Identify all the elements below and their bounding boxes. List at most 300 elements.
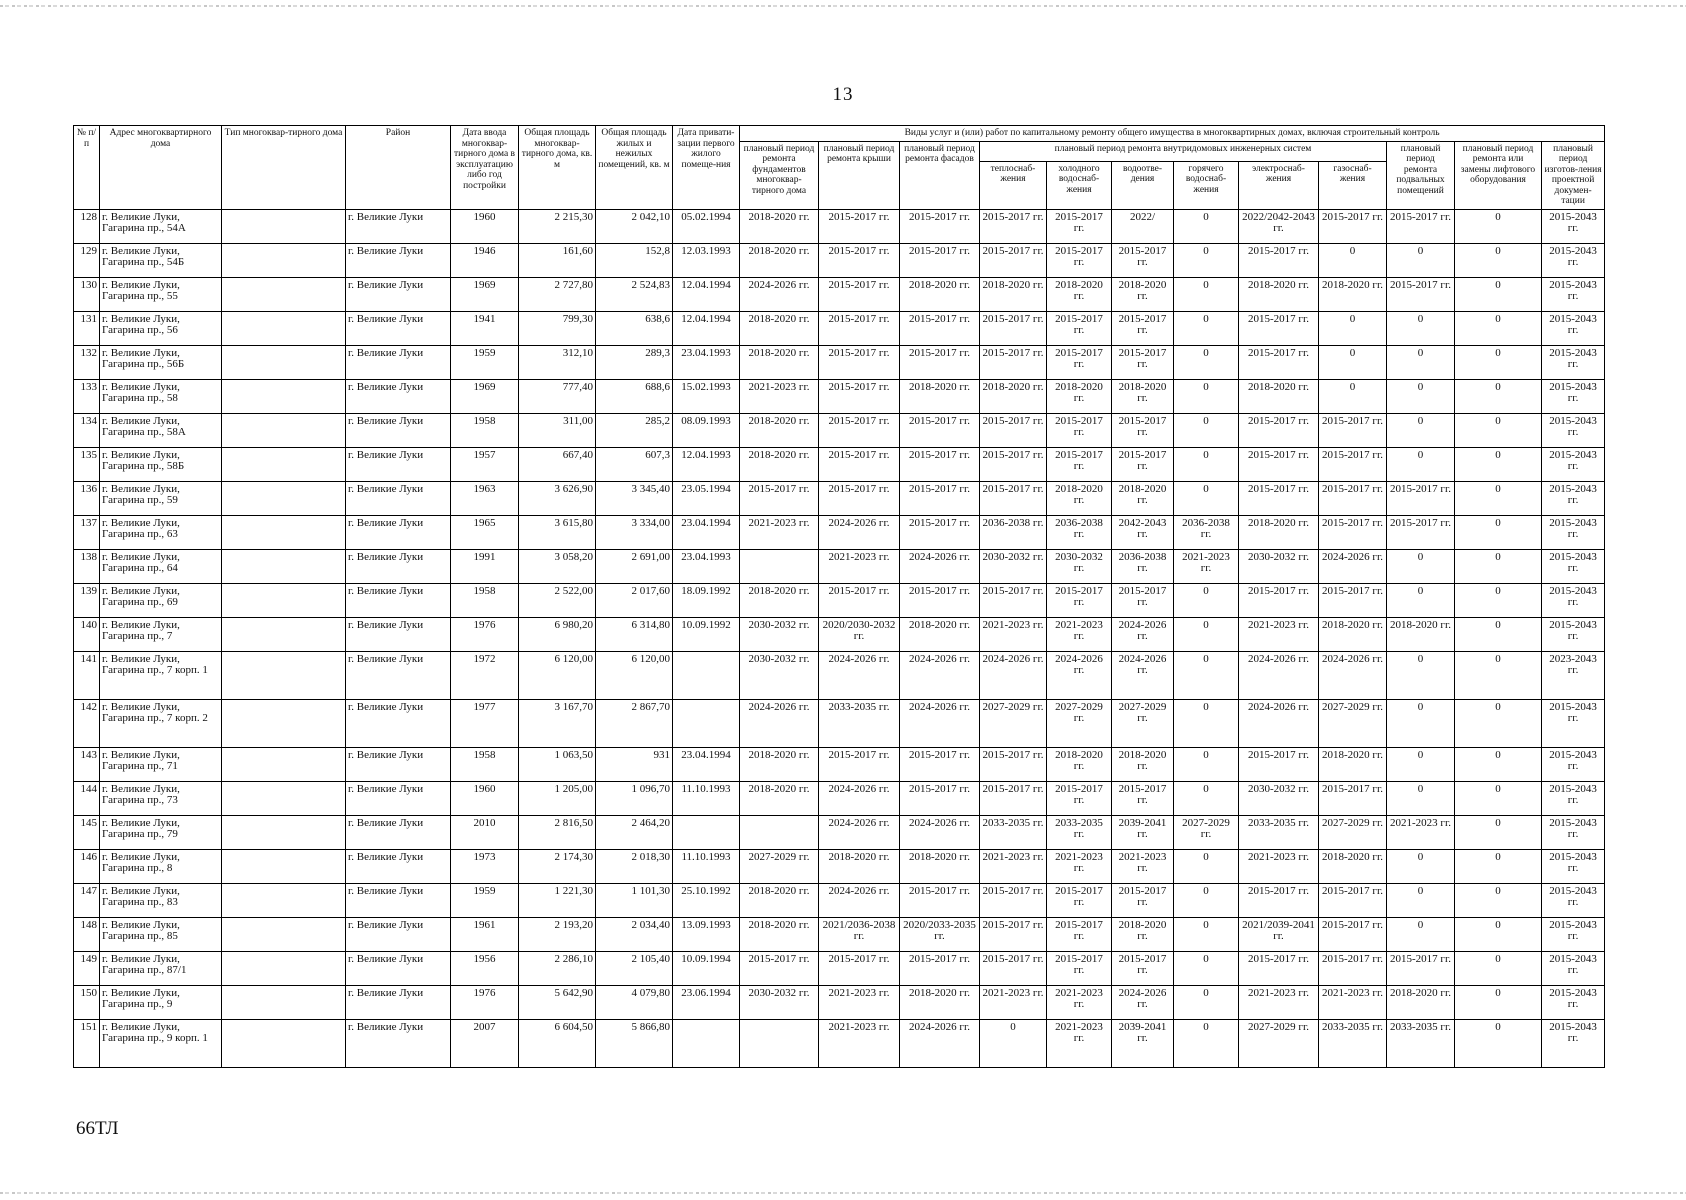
cell-address: г. Великие Луки, Гагарина пр., 71 [100, 747, 222, 781]
cell-foundation: 2030-2032 гг. [740, 985, 819, 1019]
cell-elevator: 0 [1455, 447, 1542, 481]
cell-privatization: 23.05.1994 [673, 481, 740, 515]
cell-foundation: 2030-2032 гг. [740, 651, 819, 699]
cell-privatization: 23.04.1994 [673, 747, 740, 781]
cell-roof: 2015-2017 гг. [819, 379, 900, 413]
cell-heat: 2018-2020 гг. [980, 277, 1047, 311]
row-number: 132 [74, 345, 100, 379]
cell-cold-water: 2018-2020 гг. [1047, 277, 1112, 311]
header-total-area: Общая площадь многоквар-тирного дома, кв. м [519, 126, 596, 210]
cell-sewer: 2039-2041 гг. [1112, 1019, 1174, 1067]
cell-cold-water: 2015-2017 гг. [1047, 883, 1112, 917]
cell-basement: 2033-2035 гг. [1387, 1019, 1455, 1067]
row-number: 129 [74, 243, 100, 277]
cell-project-docs: 2015-2043 гг. [1542, 617, 1605, 651]
header-gas: газоснаб-жения [1319, 161, 1387, 209]
cell-privatization: 23.04.1993 [673, 345, 740, 379]
cell-project-docs: 2015-2043 гг. [1542, 883, 1605, 917]
cell-gas: 2033-2035 гг. [1319, 1019, 1387, 1067]
cell-district: г. Великие Луки [346, 413, 451, 447]
cell-gas: 2027-2029 гг. [1319, 699, 1387, 747]
cell-living-area: 6 120,00 [596, 651, 673, 699]
cell-gas: 2015-2017 гг. [1319, 917, 1387, 951]
header-basement: плановый период ремонта подвальных помещений [1387, 141, 1455, 209]
cell-elevator: 0 [1455, 1019, 1542, 1067]
cell-year: 2010 [451, 815, 519, 849]
cell-total-area: 3 626,90 [519, 481, 596, 515]
cell-electric: 2015-2017 гг. [1239, 481, 1319, 515]
cell-electric: 2033-2035 гг. [1239, 815, 1319, 849]
cell-heat: 2015-2017 гг. [980, 583, 1047, 617]
table-row [74, 277, 1605, 311]
cell-foundation: 2018-2020 гг. [740, 917, 819, 951]
cell-address: г. Великие Луки, Гагарина пр., 83 [100, 883, 222, 917]
cell-type [222, 209, 346, 243]
row-number: 150 [74, 985, 100, 1019]
cell-facade: 2015-2017 гг. [900, 413, 980, 447]
header-district: Район [346, 126, 451, 210]
table-row [74, 379, 1605, 413]
header-address: Адрес многоквартирного дома [100, 126, 222, 210]
cell-foundation: 2018-2020 гг. [740, 413, 819, 447]
cell-cold-water: 2030-2032 гг. [1047, 549, 1112, 583]
cell-roof: 2015-2017 гг. [819, 583, 900, 617]
cell-total-area: 3 615,80 [519, 515, 596, 549]
cell-type [222, 815, 346, 849]
cell-district: г. Великие Луки [346, 277, 451, 311]
cell-heat: 2015-2017 гг. [980, 781, 1047, 815]
cell-hot-water: 0 [1174, 583, 1239, 617]
cell-hot-water: 0 [1174, 447, 1239, 481]
cell-heat: 2015-2017 гг. [980, 747, 1047, 781]
cell-cold-water: 2015-2017 гг. [1047, 209, 1112, 243]
row-number: 128 [74, 209, 100, 243]
cell-district: г. Великие Луки [346, 515, 451, 549]
cell-privatization: 10.09.1994 [673, 951, 740, 985]
cell-type [222, 849, 346, 883]
cell-living-area: 638,6 [596, 311, 673, 345]
cell-electric: 2030-2032 гг. [1239, 781, 1319, 815]
cell-district: г. Великие Луки [346, 883, 451, 917]
cell-basement: 0 [1387, 379, 1455, 413]
cell-basement: 0 [1387, 311, 1455, 345]
cell-foundation: 2021-2023 гг. [740, 515, 819, 549]
cell-hot-water: 0 [1174, 917, 1239, 951]
cell-address: г. Великие Луки, Гагарина пр., 54А [100, 209, 222, 243]
scan-edge-top [0, 5, 1686, 7]
cell-privatization: 12.04.1994 [673, 311, 740, 345]
row-number: 148 [74, 917, 100, 951]
cell-gas: 2015-2017 гг. [1319, 781, 1387, 815]
cell-sewer: 2015-2017 гг. [1112, 311, 1174, 345]
table-row [74, 1019, 1605, 1067]
cell-living-area: 2 464,20 [596, 815, 673, 849]
cell-roof: 2015-2017 гг. [819, 345, 900, 379]
row-number: 140 [74, 617, 100, 651]
cell-living-area: 2 867,70 [596, 699, 673, 747]
cell-basement: 2015-2017 гг. [1387, 277, 1455, 311]
cell-address: г. Великие Луки, Гагарина пр., 9 [100, 985, 222, 1019]
cell-foundation [740, 1019, 819, 1067]
cell-hot-water: 0 [1174, 413, 1239, 447]
cell-district: г. Великие Луки [346, 345, 451, 379]
cell-total-area: 2 727,80 [519, 277, 596, 311]
cell-year: 1976 [451, 985, 519, 1019]
cell-basement: 0 [1387, 699, 1455, 747]
cell-facade: 2018-2020 гг. [900, 985, 980, 1019]
cell-district: г. Великие Луки [346, 849, 451, 883]
cell-facade: 2018-2020 гг. [900, 617, 980, 651]
cell-privatization: 23.04.1993 [673, 549, 740, 583]
cell-basement: 0 [1387, 583, 1455, 617]
header-engineering-group: плановый период ремонта внутридомовых инженерных систем [980, 141, 1387, 161]
cell-basement: 0 [1387, 917, 1455, 951]
cell-gas: 2018-2020 гг. [1319, 849, 1387, 883]
cell-privatization: 11.10.1993 [673, 781, 740, 815]
cell-gas: 0 [1319, 311, 1387, 345]
cell-cold-water: 2015-2017 гг. [1047, 951, 1112, 985]
cell-elevator: 0 [1455, 583, 1542, 617]
cell-year: 1969 [451, 379, 519, 413]
cell-electric: 2015-2017 гг. [1239, 447, 1319, 481]
cell-sewer: 2036-2038 гг. [1112, 549, 1174, 583]
cell-heat: 2021-2023 гг. [980, 849, 1047, 883]
cell-living-area: 3 334,00 [596, 515, 673, 549]
cell-facade: 2015-2017 гг. [900, 243, 980, 277]
table-row [74, 849, 1605, 883]
cell-living-area: 607,3 [596, 447, 673, 481]
cell-hot-water: 0 [1174, 849, 1239, 883]
cell-address: г. Великие Луки, Гагарина пр., 54Б [100, 243, 222, 277]
cell-heat: 2015-2017 гг. [980, 209, 1047, 243]
cell-year: 1941 [451, 311, 519, 345]
cell-sewer: 2018-2020 гг. [1112, 277, 1174, 311]
cell-heat: 2015-2017 гг. [980, 311, 1047, 345]
cell-privatization: 25.10.1992 [673, 883, 740, 917]
cell-foundation [740, 815, 819, 849]
cell-elevator: 0 [1455, 699, 1542, 747]
cell-cold-water: 2015-2017 гг. [1047, 781, 1112, 815]
cell-roof: 2024-2026 гг. [819, 781, 900, 815]
cell-cold-water: 2036-2038 гг. [1047, 515, 1112, 549]
cell-basement: 0 [1387, 549, 1455, 583]
cell-facade: 2024-2026 гг. [900, 1019, 980, 1067]
cell-roof: 2015-2017 гг. [819, 447, 900, 481]
cell-cold-water: 2018-2020 гг. [1047, 379, 1112, 413]
cell-gas: 2015-2017 гг. [1319, 481, 1387, 515]
cell-total-area: 1 205,00 [519, 781, 596, 815]
cell-type [222, 413, 346, 447]
cell-cold-water: 2021-2023 гг. [1047, 617, 1112, 651]
cell-electric: 2030-2032 гг. [1239, 549, 1319, 583]
cell-gas: 2018-2020 гг. [1319, 617, 1387, 651]
cell-address: г. Великие Луки, Гагарина пр., 58Б [100, 447, 222, 481]
row-number: 149 [74, 951, 100, 985]
cell-basement: 0 [1387, 413, 1455, 447]
cell-roof: 2024-2026 гг. [819, 515, 900, 549]
cell-roof: 2018-2020 гг. [819, 849, 900, 883]
cell-year: 1959 [451, 883, 519, 917]
cell-foundation: 2030-2032 гг. [740, 617, 819, 651]
cell-facade: 2020/2033-2035 гг. [900, 917, 980, 951]
cell-heat: 2015-2017 гг. [980, 883, 1047, 917]
cell-district: г. Великие Луки [346, 1019, 451, 1067]
row-number: 131 [74, 311, 100, 345]
cell-living-area: 688,6 [596, 379, 673, 413]
cell-type [222, 583, 346, 617]
cell-year: 1959 [451, 345, 519, 379]
cell-sewer: 2042-2043 гг. [1112, 515, 1174, 549]
cell-project-docs: 2015-2043 гг. [1542, 951, 1605, 985]
cell-project-docs: 2015-2043 гг. [1542, 849, 1605, 883]
cell-address: г. Великие Луки, Гагарина пр., 85 [100, 917, 222, 951]
cell-foundation [740, 549, 819, 583]
table-row [74, 345, 1605, 379]
cell-project-docs: 2015-2043 гг. [1542, 209, 1605, 243]
cell-sewer: 2018-2020 гг. [1112, 917, 1174, 951]
table-row [74, 209, 1605, 243]
cell-cold-water: 2027-2029 гг. [1047, 699, 1112, 747]
cell-cold-water: 2015-2017 гг. [1047, 311, 1112, 345]
cell-foundation: 2018-2020 гг. [740, 447, 819, 481]
cell-privatization: 10.09.1992 [673, 617, 740, 651]
cell-project-docs: 2015-2043 гг. [1542, 917, 1605, 951]
cell-year: 1957 [451, 447, 519, 481]
cell-project-docs: 2015-2043 гг. [1542, 413, 1605, 447]
cell-elevator: 0 [1455, 747, 1542, 781]
cell-district: г. Великие Луки [346, 209, 451, 243]
cell-living-area: 3 345,40 [596, 481, 673, 515]
cell-district: г. Великие Луки [346, 781, 451, 815]
header-living-area: Общая площадь жилых и нежилых помещений, кв. м [596, 126, 673, 210]
cell-total-area: 2 193,20 [519, 917, 596, 951]
cell-privatization: 05.02.1994 [673, 209, 740, 243]
cell-gas: 0 [1319, 379, 1387, 413]
cell-foundation: 2018-2020 гг. [740, 345, 819, 379]
cell-electric: 2021-2023 гг. [1239, 849, 1319, 883]
row-number: 143 [74, 747, 100, 781]
header-heat: теплоснаб-жения [980, 161, 1047, 209]
cell-project-docs: 2015-2043 гг. [1542, 515, 1605, 549]
cell-gas: 2015-2017 гг. [1319, 951, 1387, 985]
cell-address: г. Великие Луки, Гагарина пр., 73 [100, 781, 222, 815]
cell-facade: 2015-2017 гг. [900, 747, 980, 781]
cell-heat: 2015-2017 гг. [980, 917, 1047, 951]
header-foundation: плановый период ремонта фундаментов многоквар-тирного дома [740, 141, 819, 209]
cell-roof: 2024-2026 гг. [819, 651, 900, 699]
cell-sewer: 2024-2026 гг. [1112, 617, 1174, 651]
table-row [74, 985, 1605, 1019]
cell-facade: 2018-2020 гг. [900, 849, 980, 883]
cell-elevator: 0 [1455, 549, 1542, 583]
cell-foundation: 2018-2020 гг. [740, 583, 819, 617]
cell-electric: 2015-2017 гг. [1239, 311, 1319, 345]
header-row-1 [74, 126, 1605, 142]
cell-facade: 2018-2020 гг. [900, 379, 980, 413]
cell-project-docs: 2015-2043 гг. [1542, 1019, 1605, 1067]
row-number: 145 [74, 815, 100, 849]
cell-elevator: 0 [1455, 917, 1542, 951]
cell-heat: 2030-2032 гг. [980, 549, 1047, 583]
cell-total-area: 6 120,00 [519, 651, 596, 699]
cell-foundation: 2021-2023 гг. [740, 379, 819, 413]
cell-facade: 2015-2017 гг. [900, 515, 980, 549]
cell-roof: 2024-2026 гг. [819, 815, 900, 849]
cell-roof: 2015-2017 гг. [819, 951, 900, 985]
cell-type [222, 379, 346, 413]
cell-district: г. Великие Луки [346, 699, 451, 747]
cell-roof: 2024-2026 гг. [819, 883, 900, 917]
cell-type [222, 1019, 346, 1067]
table-row [74, 699, 1605, 747]
cell-heat: 2027-2029 гг. [980, 699, 1047, 747]
cell-heat: 2036-2038 гг. [980, 515, 1047, 549]
header-num: № п/п [74, 126, 100, 210]
cell-type [222, 345, 346, 379]
cell-total-area: 2 522,00 [519, 583, 596, 617]
cell-heat: 2024-2026 гг. [980, 651, 1047, 699]
cell-facade: 2015-2017 гг. [900, 781, 980, 815]
cell-basement: 2021-2023 гг. [1387, 815, 1455, 849]
scan-edge-bottom [0, 1192, 1686, 1194]
cell-cold-water: 2015-2017 гг. [1047, 917, 1112, 951]
header-project-docs: плановый период изготов-ления проектной докумен-тации [1542, 141, 1605, 209]
cell-privatization [673, 651, 740, 699]
cell-address: г. Великие Луки, Гагарина пр., 56Б [100, 345, 222, 379]
cell-foundation: 2018-2020 гг. [740, 781, 819, 815]
cell-gas: 0 [1319, 243, 1387, 277]
cell-total-area: 777,40 [519, 379, 596, 413]
cell-project-docs: 2015-2043 гг. [1542, 815, 1605, 849]
table-row [74, 515, 1605, 549]
cell-address: г. Великие Луки, Гагарина пр., 7 корп. 2 [100, 699, 222, 747]
cell-hot-water: 0 [1174, 883, 1239, 917]
cell-foundation: 2018-2020 гг. [740, 209, 819, 243]
cell-address: г. Великие Луки, Гагарина пр., 56 [100, 311, 222, 345]
cell-privatization: 23.04.1994 [673, 515, 740, 549]
cell-project-docs: 2015-2043 гг. [1542, 699, 1605, 747]
row-number: 151 [74, 1019, 100, 1067]
cell-project-docs: 2015-2043 гг. [1542, 311, 1605, 345]
cell-cold-water: 2015-2017 гг. [1047, 243, 1112, 277]
cell-type [222, 951, 346, 985]
cell-privatization: 12.03.1993 [673, 243, 740, 277]
cell-cold-water: 2021-2023 гг. [1047, 849, 1112, 883]
cell-type [222, 515, 346, 549]
cell-sewer: 2018-2020 гг. [1112, 747, 1174, 781]
cell-elevator: 0 [1455, 617, 1542, 651]
cell-elevator: 0 [1455, 815, 1542, 849]
cell-facade: 2024-2026 гг. [900, 651, 980, 699]
cell-district: г. Великие Луки [346, 651, 451, 699]
table-row [74, 549, 1605, 583]
cell-address: г. Великие Луки, Гагарина пр., 8 [100, 849, 222, 883]
cell-year: 1958 [451, 747, 519, 781]
cell-privatization: 11.10.1993 [673, 849, 740, 883]
cell-project-docs: 2015-2043 гг. [1542, 985, 1605, 1019]
cell-electric: 2027-2029 гг. [1239, 1019, 1319, 1067]
cell-district: г. Великие Луки [346, 985, 451, 1019]
cell-project-docs: 2015-2043 гг. [1542, 549, 1605, 583]
row-number: 130 [74, 277, 100, 311]
cell-type [222, 917, 346, 951]
cell-gas: 2015-2017 гг. [1319, 447, 1387, 481]
cell-cold-water: 2021-2023 гг. [1047, 985, 1112, 1019]
cell-heat: 2015-2017 гг. [980, 481, 1047, 515]
cell-elevator: 0 [1455, 883, 1542, 917]
cell-project-docs: 2015-2043 гг. [1542, 747, 1605, 781]
cell-district: г. Великие Луки [346, 379, 451, 413]
cell-year: 1972 [451, 651, 519, 699]
cell-total-area: 2 816,50 [519, 815, 596, 849]
header-elevator: плановый период ремонта или замены лифтового оборудования [1455, 141, 1542, 209]
cell-hot-water: 0 [1174, 951, 1239, 985]
row-number: 146 [74, 849, 100, 883]
cell-project-docs: 2015-2043 гг. [1542, 583, 1605, 617]
cell-gas: 2015-2017 гг. [1319, 209, 1387, 243]
table-row [74, 781, 1605, 815]
cell-privatization: 18.09.1992 [673, 583, 740, 617]
cell-basement: 2015-2017 гг. [1387, 481, 1455, 515]
cell-address: г. Великие Луки, Гагарина пр., 63 [100, 515, 222, 549]
cell-hot-water: 0 [1174, 781, 1239, 815]
cell-hot-water: 0 [1174, 651, 1239, 699]
cell-electric: 2015-2017 гг. [1239, 345, 1319, 379]
cell-cold-water: 2033-2035 гг. [1047, 815, 1112, 849]
cell-roof: 2015-2017 гг. [819, 413, 900, 447]
cell-heat: 2015-2017 гг. [980, 345, 1047, 379]
cell-sewer: 2015-2017 гг. [1112, 413, 1174, 447]
cell-address: г. Великие Луки, Гагарина пр., 9 корп. 1 [100, 1019, 222, 1067]
cell-living-area: 6 314,80 [596, 617, 673, 651]
row-number: 139 [74, 583, 100, 617]
cell-district: г. Великие Луки [346, 311, 451, 345]
cell-sewer: 2024-2026 гг. [1112, 651, 1174, 699]
cell-project-docs: 2015-2043 гг. [1542, 277, 1605, 311]
cell-elevator: 0 [1455, 781, 1542, 815]
cell-gas: 2018-2020 гг. [1319, 747, 1387, 781]
cell-year: 2007 [451, 1019, 519, 1067]
header-hot-water: горячего водоснаб-жения [1174, 161, 1239, 209]
cell-basement: 0 [1387, 345, 1455, 379]
cell-facade: 2015-2017 гг. [900, 951, 980, 985]
cell-cold-water: 2024-2026 гг. [1047, 651, 1112, 699]
cell-sewer: 2018-2020 гг. [1112, 379, 1174, 413]
header-sewer: водоотве-дения [1112, 161, 1174, 209]
cell-heat: 2015-2017 гг. [980, 243, 1047, 277]
cell-year: 1963 [451, 481, 519, 515]
table-row [74, 481, 1605, 515]
cell-roof: 2021-2023 гг. [819, 549, 900, 583]
cell-total-area: 2 174,30 [519, 849, 596, 883]
table-row [74, 617, 1605, 651]
cell-district: г. Великие Луки [346, 617, 451, 651]
cell-sewer: 2015-2017 гг. [1112, 345, 1174, 379]
table-row [74, 883, 1605, 917]
cell-elevator: 0 [1455, 985, 1542, 1019]
cell-district: г. Великие Луки [346, 917, 451, 951]
cell-privatization [673, 1019, 740, 1067]
cell-project-docs: 2023-2043 гг. [1542, 651, 1605, 699]
cell-type [222, 277, 346, 311]
cell-district: г. Великие Луки [346, 951, 451, 985]
cell-hot-water: 0 [1174, 243, 1239, 277]
cell-roof: 2020/2030-2032 гг. [819, 617, 900, 651]
cell-sewer: 2015-2017 гг. [1112, 883, 1174, 917]
cell-basement: 2018-2020 гг. [1387, 985, 1455, 1019]
cell-type [222, 447, 346, 481]
cell-hot-water: 2027-2029 гг. [1174, 815, 1239, 849]
